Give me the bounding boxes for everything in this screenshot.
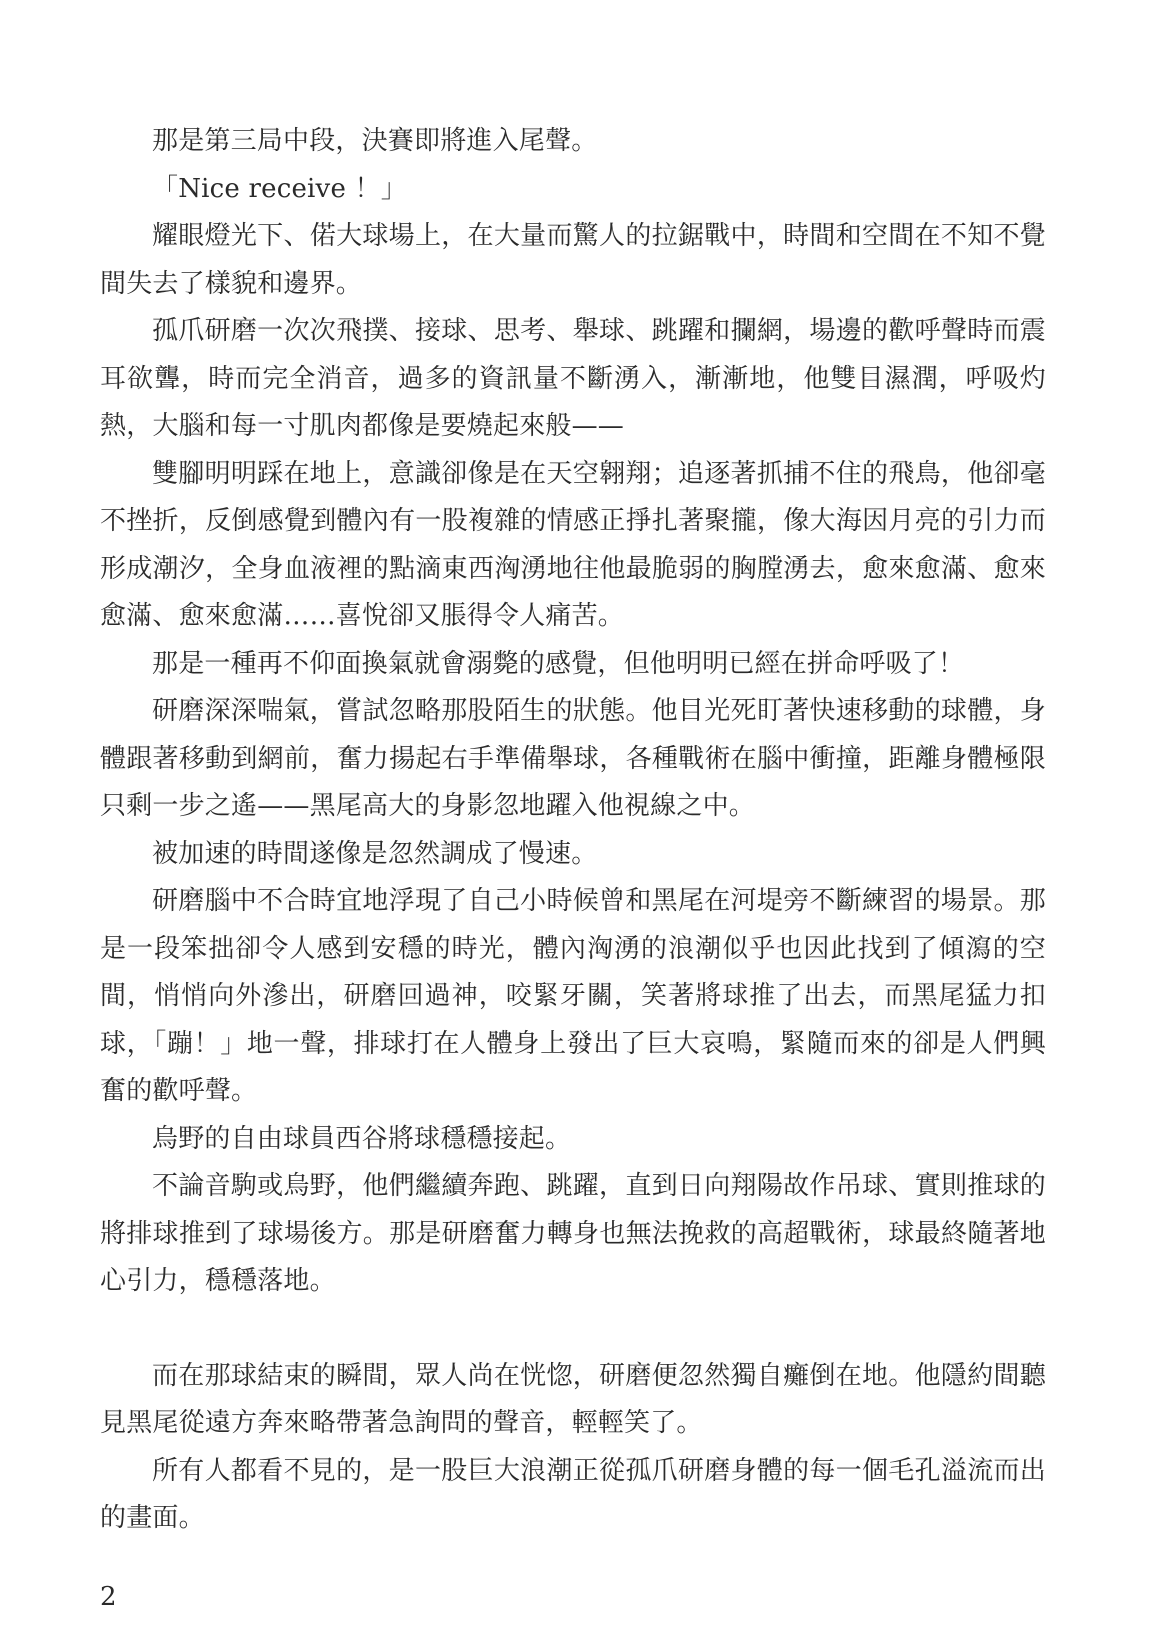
paragraph: 耀眼燈光下、偌大球場上，在大量而驚人的拉鋸戰中，時間和空間在不知不覺間失去了樣貌和邊界。 <box>100 221 1046 299</box>
paragraph: 研磨深深喘氣，嘗試忽略那股陌生的狀態。他目光死盯著快速移動的球體，身體跟著移動到網前，奮力揚起右手準備舉球，各種戰術在腦中衝撞，距離身體極限只剩一步之遙——黑尾高大的身影忽地躍入他視線之中。 <box>100 696 1046 821</box>
page-number: 2 <box>100 1582 117 1612</box>
body-text <box>100 118 1046 1543</box>
paragraph: 被加速的時間遂像是忽然調成了慢速。 <box>152 838 598 869</box>
paragraph: 研磨腦中不合時宜地浮現了自己小時候曾和黑尾在河堤旁不斷練習的場景。那是一段笨拙卻令人感到安穩的時光，體內洶湧的浪潮似乎也因此找到了傾瀉的空間，悄悄向外滲出，研磨回過神，咬緊牙關，笑著將球推了出去，而黑尾猛力扣球，「蹦！」地一聲，排球打在人體身上發出了巨大哀鳴，緊隨而來的卻是人們興奮的歡呼聲。 <box>100 886 1046 1106</box>
paragraph: 那是一種再不仰面換氣就會溺斃的感覺，但他明明已經在拼命呼吸了！ <box>152 648 965 679</box>
paragraph: 孤爪研磨一次次飛撲、接球、思考、舉球、跳躍和攔網，場邊的歡呼聲時而震耳欲聾，時而完全消音，過多的資訊量不斷湧入，漸漸地，他雙目濕潤，呼吸灼熱，大腦和每一寸肌肉都像是要燒起來般—— <box>100 316 1046 441</box>
paragraph: 而在那球結束的瞬間，眾人尚在恍惚，研磨便忽然獨自癱倒在地。他隱約間聽見黑尾從遠方奔來略帶著急詢問的聲音，輕輕笑了。 <box>100 1360 1046 1438</box>
section-break <box>100 1306 1046 1353</box>
paragraph: 「Nice receive ！」 <box>152 173 407 204</box>
paragraph: 那是第三局中段，決賽即將進入尾聲。 <box>152 126 598 156</box>
paragraph: 雙腳明明踩在地上，意識卻像是在天空翱翔；追逐著抓捕不住的飛鳥，他卻毫不挫折，反倒感覺到體內有一股複雜的情感正掙扎著聚攏，像大海因月亮的引力而形成潮汐，全身血液裡的點滴東西洶湧地往他最脆弱的胸膛湧去，愈來愈滿、愈來愈滿、愈來愈滿……喜悅卻又脹得令人痛苦。 <box>100 458 1046 631</box>
paragraph: 不論音駒或烏野，他們繼續奔跑、跳躍，直到日向翔陽故作吊球、實則推球的將排球推到了球場後方。那是研磨奮力轉身也無法挽救的高超戰術，球最終隨著地心引力，穩穩落地。 <box>100 1171 1046 1296</box>
paragraph: 烏野的自由球員西谷將球穩穩接起。 <box>152 1123 572 1154</box>
paragraph: 所有人都看不見的，是一股巨大浪潮正從孤爪研磨身體的每一個毛孔溢流而出的畫面。 <box>100 1455 1046 1533</box>
